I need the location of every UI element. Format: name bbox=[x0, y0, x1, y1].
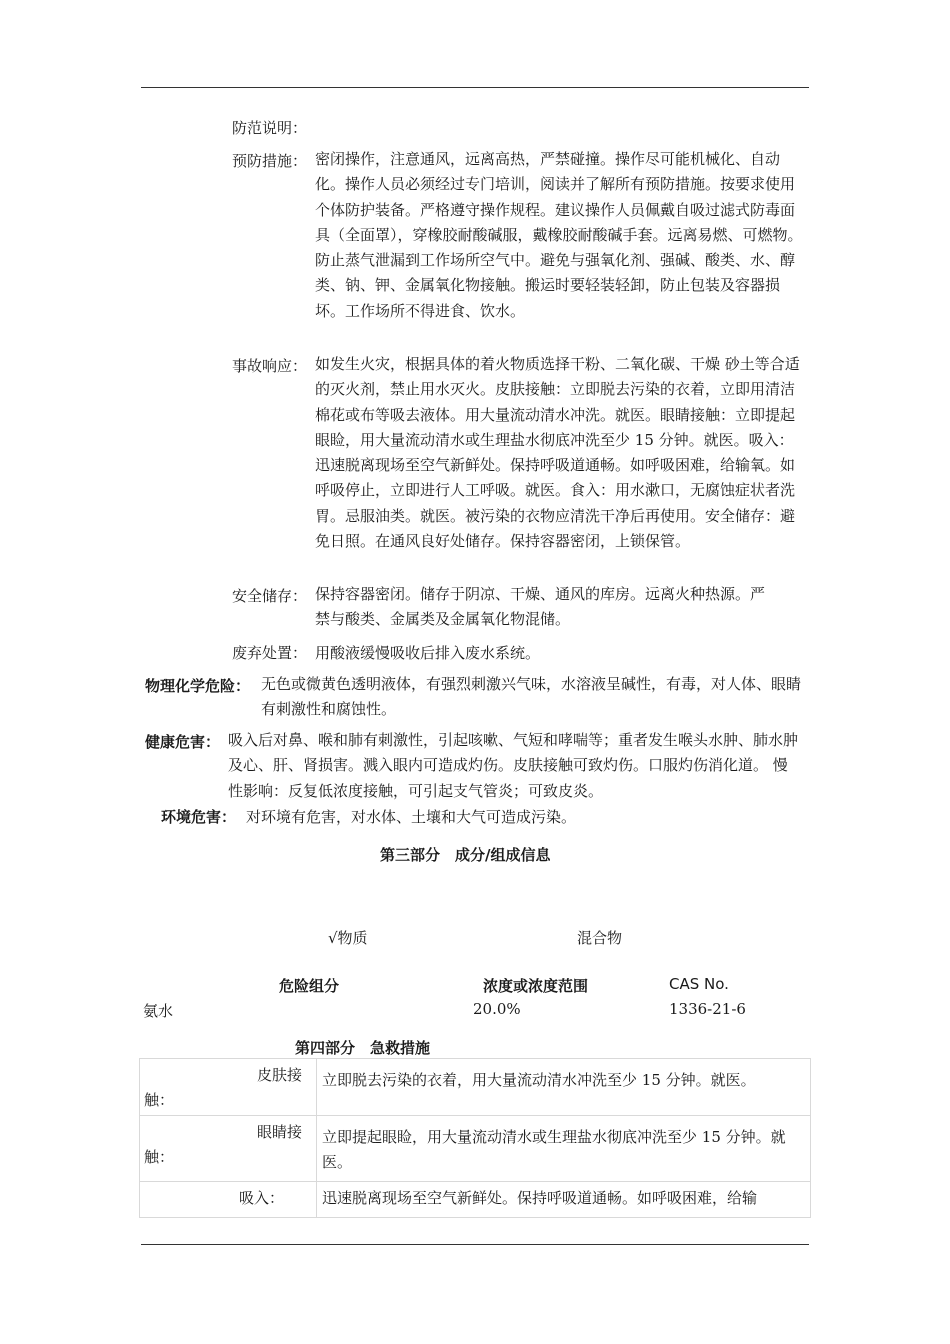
prevention-label: 预防措施： bbox=[232, 152, 308, 170]
storage-text: 保持容器密闭。储存于阴凉、干燥、通风的库房。远离火种热源。严禁与酸类、金属类及金属氧化物混储。 bbox=[315, 585, 766, 629]
substance-option: √物质 bbox=[328, 929, 368, 947]
section4-heading: 第四部分 急救措施 bbox=[295, 1039, 431, 1057]
first-aid-text: 立即脱去污染的衣着，用大量流动清水冲洗至少 15 分钟。就医。 bbox=[317, 1059, 811, 1116]
first-aid-label-cont: 触： bbox=[144, 1148, 175, 1166]
first-aid-text: 立即提起眼睑，用大量流动清水或生理盐水彻底冲洗至少 15 分钟。就医。 bbox=[317, 1116, 811, 1182]
first-aid-label: 皮肤接 bbox=[256, 1066, 302, 1084]
component-cas: 1336-21-6 bbox=[669, 1000, 746, 1018]
storage-label: 安全储存： bbox=[232, 587, 308, 605]
disposal-text: 用酸液缓慢吸收后排入废水系统。 bbox=[315, 644, 541, 662]
first-aid-label-cell bbox=[140, 1116, 317, 1182]
mixture-option: 混合物 bbox=[577, 929, 623, 947]
health-label: 健康危害： bbox=[145, 733, 221, 751]
component-name: 氨水 bbox=[143, 1002, 174, 1020]
response-label: 事故响应： bbox=[232, 357, 308, 375]
response-text: 如发生火灾，根据具体的着火物质选择干粉、二氧化碳、干燥 砂土等合适的灭火剂，禁止用水灭火。皮肤接触：立即脱去污染的衣着，立即用清洁棉花或布等吸去液体。用大量流动清水冲洗。就医。眼睛接触：立即提起眼睑，用大量流动清水或生理盐水彻底冲洗至少 15 分钟。就医。吸入：迅速脱离现场至空气新鲜处。保持呼吸道通畅。如呼吸困难，给输氧。如呼吸停止，立即进行人工呼吸。就医。食入：用水漱口，无腐蚀症状者洗胃。忌服油类。就医。被污染的衣物应清洗干净后再使用。安全储存：避免日照。在通风良好处储存。保持容器密闭，上锁保管。 bbox=[315, 355, 800, 551]
section3-heading: 第三部分 成分/组成信息 bbox=[380, 846, 551, 864]
first-aid-label-cell bbox=[140, 1059, 317, 1116]
col-concentration-header: 浓度或浓度范围 bbox=[483, 977, 589, 995]
prevention-text: 密闭操作，注意通风，远离高热，严禁碰撞。操作尽可能机械化、自动化。操作人员必须经过专门培训，阅读并了解所有预防措施。按要求使用个体防护装备。严格遵守操作规程。建议操作人员佩戴自吸过滤式防毒面具（全面罩），穿橡胶耐酸碱服，戴橡胶耐酸碱手套。远离易燃、可燃物。防止蒸气泄漏到工作场所空气中。避免与强氧化剂、强碱、酸类、水、醇类、钠、钾、金属氧化物接触。搬运时要轻装轻卸，防止包装及容器损坏。工作场所不得进食、饮水。 bbox=[315, 150, 803, 320]
first-aid-text: 迅速脱离现场至空气新鲜处。保持呼吸道通畅。如呼吸困难，给输 bbox=[317, 1182, 811, 1218]
env-text: 对环境有危害，对水体、土壤和大气可造成污染。 bbox=[246, 808, 577, 826]
health-text: 吸入后对鼻、喉和肺有刺激性，引起咳嗽、气短和哮喘等；重者发生喉头水肿、肺水肿及心、肝、肾损害。溅入眼内可造成灼伤。皮肤接触可致灼伤。口服灼伤消化道。 慢性影响：反复低浓度接触，可引起支气管炎；可致皮炎。 bbox=[228, 731, 799, 800]
physchem-text: 无色或微黄色透明液体，有强烈刺激兴气味，水溶液呈碱性，有毒，对人体、眼睛有刺激性和腐蚀性。 bbox=[261, 675, 802, 719]
col-component-header: 危险组分 bbox=[279, 977, 340, 995]
table-row bbox=[140, 1059, 811, 1116]
precautions-title: 防范说明： bbox=[232, 119, 308, 137]
top-rule bbox=[141, 87, 809, 88]
first-aid-table bbox=[139, 1058, 811, 1218]
env-label: 环境危害： bbox=[161, 808, 237, 826]
disposal-label: 废弃处置： bbox=[232, 644, 308, 662]
component-concentration: 20.0% bbox=[473, 1000, 521, 1018]
first-aid-label: 眼睛接 bbox=[256, 1123, 302, 1141]
first-aid-label-cell bbox=[140, 1182, 317, 1218]
table-row bbox=[140, 1116, 811, 1182]
physchem-label: 物理化学危险： bbox=[145, 677, 251, 695]
table-row bbox=[140, 1182, 811, 1218]
bottom-rule bbox=[141, 1244, 809, 1245]
first-aid-label-cont: 触： bbox=[144, 1091, 175, 1109]
col-cas-header: CAS No. bbox=[669, 975, 729, 993]
first-aid-label: 吸入： bbox=[238, 1189, 284, 1207]
